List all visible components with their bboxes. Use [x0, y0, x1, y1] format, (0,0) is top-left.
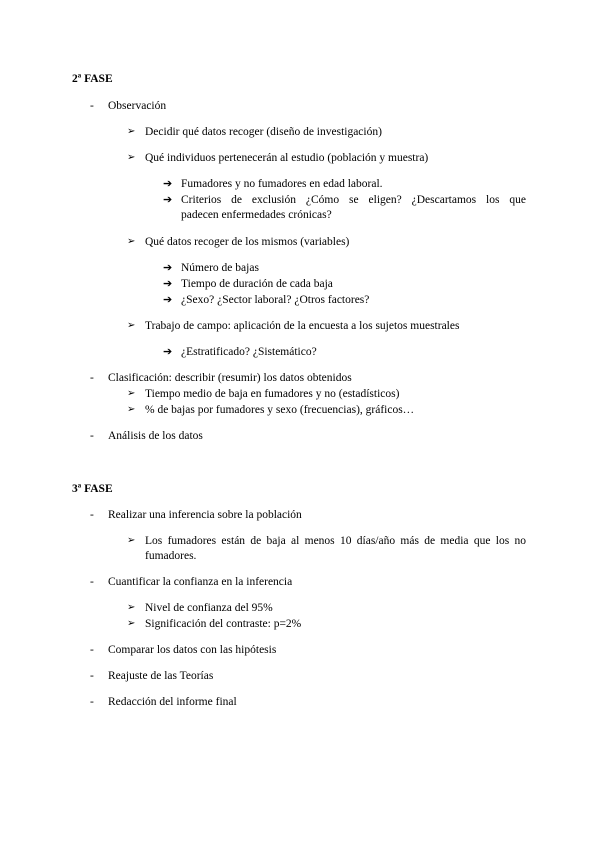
trabajo-campo-item: Trabajo de campo: aplicación de la encuesta a los sujetos muestrales [145, 320, 460, 332]
comparar-item: Comparar los datos con las hipótesis [108, 644, 277, 656]
arrowhead-bullet-icon: ➢ [127, 236, 136, 247]
arrowhead-bullet-icon: ➢ [127, 152, 136, 163]
fumadores-conclusion-line2: fumadores. [145, 550, 197, 562]
arrow-bullet-icon: ➔ [163, 178, 173, 190]
variables-item: Qué datos recoger de los mismos (variables) [145, 236, 350, 248]
tiempo-medio-item: Tiempo medio de baja en fumadores y no (estadísticos) [145, 388, 400, 400]
estratificado-item: ¿Estratificado? ¿Sistemático? [181, 346, 317, 358]
dash-bullet: - [90, 430, 94, 442]
arrowhead-bullet-icon: ➢ [127, 404, 136, 415]
num-bajas-item: Número de bajas [181, 262, 259, 274]
dash-bullet: - [90, 644, 94, 656]
arrowhead-bullet-icon: ➢ [127, 388, 136, 399]
arrow-bullet-icon: ➔ [163, 294, 173, 306]
confianza-item: Cuantificar la confianza en la inferencia [108, 576, 293, 588]
fumadores-conclusion-line1: Los fumadores están de baja al menos 10 días/año más de media que los no [145, 535, 526, 547]
dash-bullet: - [90, 372, 94, 384]
dash-bullet: - [90, 100, 94, 112]
phase3-heading: 3ª FASE [72, 483, 113, 495]
redaccion-item: Redacción del informe final [108, 696, 237, 708]
criterios-item-line2: padecen enfermedades crónicas? [181, 209, 332, 221]
arrow-bullet-icon: ➔ [163, 194, 173, 206]
clasificacion-item: Clasificación: describir (resumir) los datos obtenidos [108, 372, 352, 384]
individuos-item: Qué individuos pertenecerán al estudio (población y muestra) [145, 152, 429, 164]
dash-bullet: - [90, 576, 94, 588]
arrowhead-bullet-icon: ➢ [127, 618, 136, 629]
nivel-item: Nivel de confianza del 95% [145, 602, 273, 614]
arrowhead-bullet-icon: ➢ [127, 320, 136, 331]
arrowhead-bullet-icon: ➢ [127, 126, 136, 137]
dash-bullet: - [90, 509, 94, 521]
tiempo-baja-item: Tiempo de duración de cada baja [181, 278, 333, 290]
decidir-item: Decidir qué datos recoger (diseño de investigación) [145, 126, 382, 138]
dash-bullet: - [90, 670, 94, 682]
arrowhead-bullet-icon: ➢ [127, 602, 136, 613]
significacion-item: Significación del contraste: p=2% [145, 618, 302, 630]
observacion-item: Observación [108, 100, 167, 112]
porcentaje-item: % de bajas por fumadores y sexo (frecuencias), gráficos… [145, 404, 415, 416]
arrowhead-bullet-icon: ➢ [127, 535, 136, 546]
inferencia-item: Realizar una inferencia sobre la población [108, 509, 302, 521]
arrow-bullet-icon: ➔ [163, 278, 173, 290]
arrow-bullet-icon: ➔ [163, 262, 173, 274]
fumadores-item: Fumadores y no fumadores en edad laboral. [181, 178, 383, 190]
arrow-bullet-icon: ➔ [163, 346, 173, 358]
criterios-item-line1: Criterios de exclusión ¿Cómo se eligen? ¿Descartamos los que [181, 194, 526, 206]
analisis-item: Análisis de los datos [108, 430, 203, 442]
phase2-heading: 2ª FASE [72, 73, 113, 85]
reajuste-item: Reajuste de las Teorías [108, 670, 214, 682]
sexo-item: ¿Sexo? ¿Sector laboral? ¿Otros factores? [181, 294, 370, 306]
dash-bullet: - [90, 696, 94, 708]
